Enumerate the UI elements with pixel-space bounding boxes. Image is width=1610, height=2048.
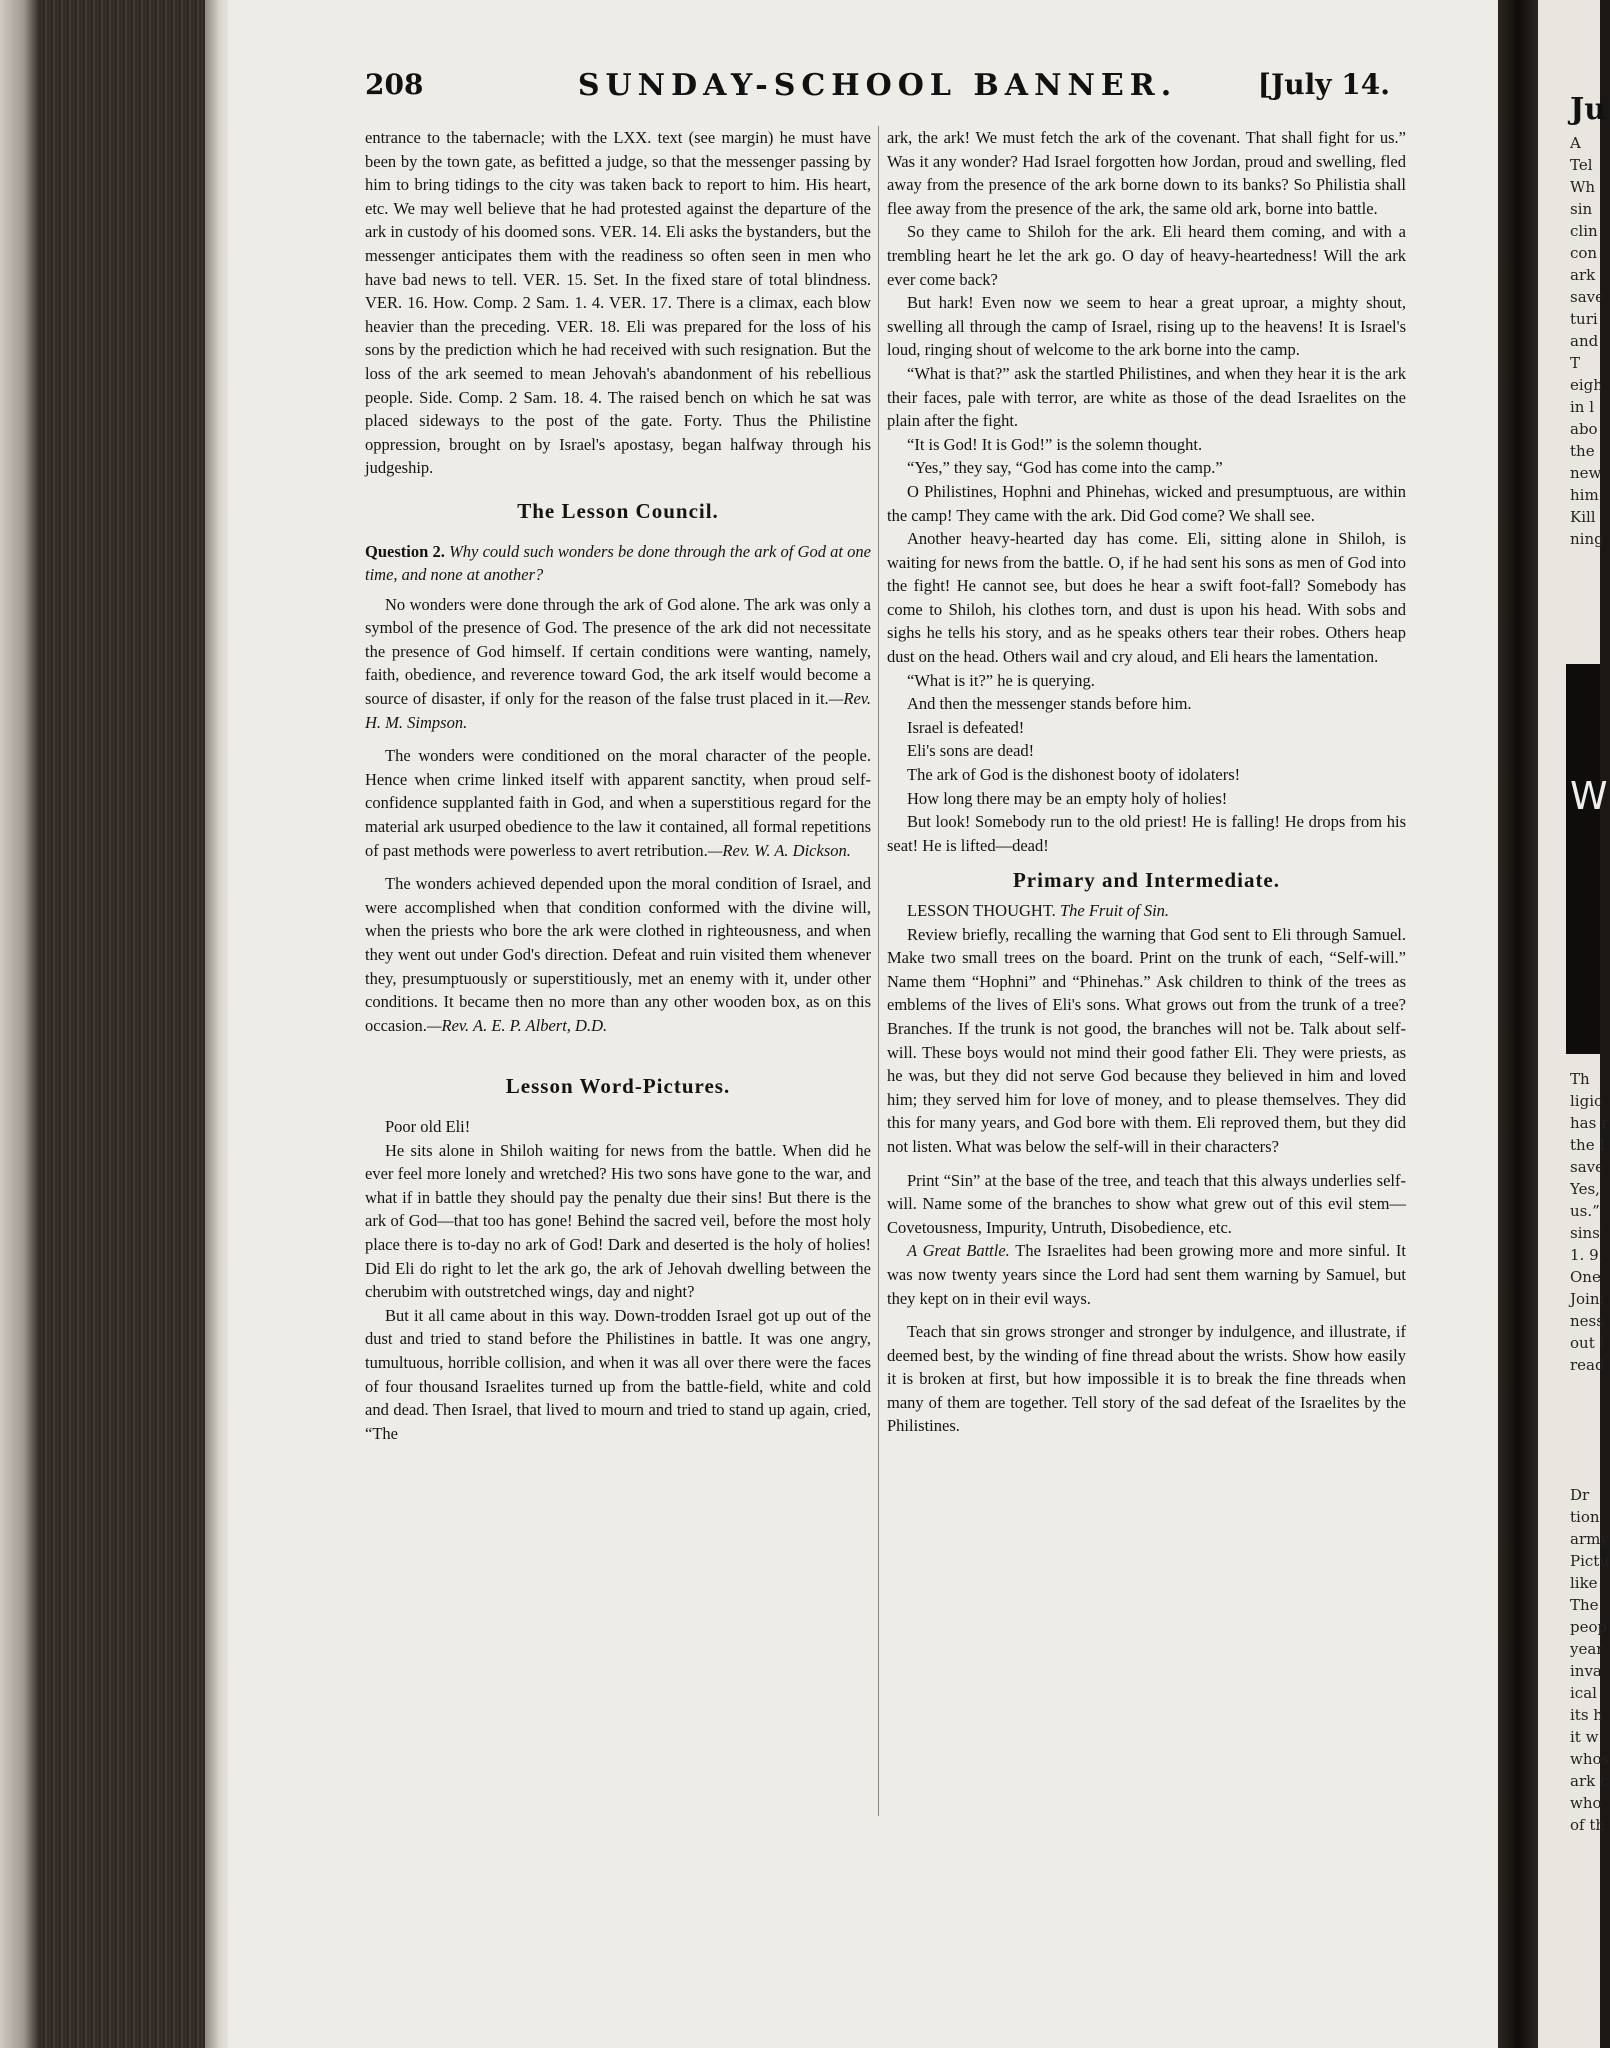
answer-signature: —Rev. A. E. P. Albert, D.D. [426,1015,608,1035]
left-column [365,126,871,1445]
answer-paragraph [365,872,871,1037]
facing-page-header: Ju [1570,92,1607,127]
facing-page-line: sin [1570,200,1593,218]
facing-page-line: ness [1570,1312,1604,1330]
facing-page-line: Tel [1570,156,1593,174]
lesson-thought-text: The Fruit of Sin. [1059,901,1170,920]
periodical-title: SUNDAY-SCHOOL BANNER. [577,68,1178,103]
facing-page-line: of th [1570,1816,1606,1834]
body-paragraph: But hark! Even now we seem to hear a great uproar, a mighty shout, swelling all through the camp of Israel, rising up to the heavens! It is Israel's loud, ringing shout of welcome to the ark borne into the camp. [887,293,1406,360]
body-paragraph: O Philistines, Hophni and Phinehas, wicked and presumptuous, are within the camp! They came with the ark. Did God come? We shall see. [887,481,1406,525]
facing-page-line: ical [1570,1684,1597,1702]
facing-page-line: One [1570,1268,1601,1286]
facing-page-line: con [1570,244,1598,262]
answer-signature: —Rev. W. A. Dickson. [707,840,851,860]
body-paragraph: But it all came about in this way. Down-trodden Israel got up out of the dust and tried to stand before the Philistines in battle. It was one angry, tumultuous, horrible collision, and when it was all over there were the faces of four thousand Israelites turned up from the battle-field, white and cold and dead. Then Israel, that lived to mourn and tried to stand up again, cried, “The [365,1305,871,1443]
facing-page-line: abo [1570,420,1598,438]
book-cover-edge [0,0,40,2048]
facing-page-line: the [1570,442,1595,460]
answer-signature: —Rev. H. M. Simpson. [365,689,871,732]
facing-page-line: who [1570,1794,1602,1812]
facing-page-line: him [1570,486,1599,504]
question-text: Why could such wonders be done through the ark of God at one time, and none at another? [365,541,872,585]
lesson-council-title: The Lesson Council. [517,498,719,523]
facing-page-text-bottom [1570,1484,1610,1836]
body-paragraph: How long there may be an empty holy of holies! [907,788,1228,808]
notes-paragraph: entrance to the tabernacle; with the LXX. text (see margin) he must have been by the town gate, as befitted a judge, so that the messenger passing by him to bring tidings to the city was taken back to report to him. His heart, etc. We may well believe that he had protested against the departure of the ark in custody of his doomed sons. VER. 14. Eli asks the bystanders, but the messenger anticipates them with the readiness so often seen in men who have bad news to tell. VER. 15. Set. In the fixed stare of total blindness. VER. 16. How. Comp. 2 Sam. 1. 4. VER. 17. There is a climax, each blow heavier than the preceding. VER. 18. Eli was prepared for the loss of his sons by the prediction which he had received with such resignation. But the loss of the ark seemed to mean Jehovah's abandonment of his rebellious people. Side. Comp. 2 Sam. 18. 4. The raised bench on which he sat was placed sideways to the post of the gate. Forty. Thus the Philistine oppression, brought on by Israel's apostasy, began halfway through his judgeship. [365,128,871,478]
lesson-thought [887,899,1406,923]
facing-page-line: peop [1570,1618,1608,1636]
facing-page-line: like [1570,1574,1598,1592]
answer-text: No wonders were done through the ark of God alone. The ark was only a symbol of the presence of God. The presence of the ark did not necessitate the presence of God himself. If certain conditions were wanting, namely, faith, obedience, and reverence toward God, the ark itself would become a source of disaster, if only for the reason of the false trust placed in it. [365,594,871,709]
facing-page-line: whos [1570,1750,1610,1768]
facing-page-fragment [1538,0,1610,2048]
body-paragraph: “Yes,” they say, “God has come into the camp.” [907,458,1223,478]
facing-page-line: A [1570,134,1581,152]
facing-page-line: Joini [1570,1290,1605,1308]
facing-page-text-mid [1570,1068,1610,1376]
facing-page-line: Wh [1570,178,1596,196]
facing-page-line: it w [1570,1728,1599,1746]
banner-letter: W [1570,774,1608,818]
facing-page-line: Dr [1570,1486,1590,1504]
facing-page-line: new [1570,464,1602,482]
facing-page-line: sins' [1570,1224,1604,1242]
lesson-thought-label: LESSON THOUGHT. [907,901,1056,920]
word-pictures-title: Lesson Word-Pictures. [505,1074,731,1099]
facing-page-line: save [1570,288,1604,306]
facing-page-line: Yes, [1570,1180,1600,1198]
gutter-shadow [1498,0,1538,2048]
body-paragraph: So they came to Shiloh for the ark. Eli heard them coming, and with a trembling heart he let the ark go. O day of heavy-heartedness! Will the ark ever come back? [887,222,1406,289]
body-paragraph [887,1239,1406,1310]
body-paragraph: The ark of God is the dishonest booty of idolaters! [907,765,1241,785]
facing-page-line: Th [1570,1070,1590,1088]
page-number: 208 [365,68,424,101]
facing-page-line: Kill [1570,508,1596,526]
facing-page-line: Pictu [1570,1552,1609,1570]
facing-page-line: its h [1570,1706,1603,1724]
question [365,540,871,587]
facing-page-text-top [1570,132,1610,550]
facing-page-line: turi [1570,310,1598,328]
answer-text: The wonders were conditioned on the moral character of the people. Hence when crime linked itself with apparent sanctity, when proud self-confidence supplanted faith in God, and when a superstitious regard for the material ark usurped obedience to the law it contained, all formal repetitions of past methods were powerless to avert retribution. [365,746,871,860]
right-column [887,126,1406,1438]
body-paragraph: Poor old Eli! [385,1116,471,1136]
facing-page-line: save [1570,1158,1604,1176]
body-paragraph: ark, the ark! We must fetch the ark of the covenant. That shall fight for us.” Was it any wonder? Had Israel forgotten how Jordan, proud and swelling, fled away from the presence of the ark borne down to its banks? So Philistia shall flee away from the presence of the ark, the same old ark, borne into battle. [887,128,1406,218]
column-divider [878,126,879,1816]
great-battle-text: The Israelites had been growing more and more sinful. It was now twenty years since the Lord had sent them warning by Samuel, but they kept on in their evil ways. [887,1241,1406,1308]
body-paragraph: But look! Somebody run to the old priest! He is falling! He drops from his seat! He is lifted—dead! [887,812,1406,855]
body-paragraph: Print “Sin” at the base of the tree, and teach that this always underlies self-will. Name some of the branches to show what grew out of this evil stem—Covetousness, Impurity, Untruth, Disobedience, etc. [887,1170,1406,1237]
answer-paragraph [365,744,871,862]
facing-page-line: tion [1570,1508,1600,1526]
facing-page-line: The [1570,1596,1599,1614]
body-paragraph: “It is God! It is God!” is the solemn thought. [907,434,1203,454]
answer-text: The wonders achieved depended upon the moral condition of Israel, and were accomplished when that condition conformed with the divine will, when the priests who bore the ark were clothed in righteousness, and when they went out under God's direction. Defeat and ruin visited them whenever they, presumptuously or superstitiously, met an enemy with it, under other conditions. It became then no more than any other wooden box, as on this occasion. [365,874,871,1035]
page-edges [205,0,230,2048]
facing-page-line: inva [1570,1662,1602,1680]
facing-page-line: us.” [1570,1202,1600,1220]
body-paragraph: Israel is defeated! [907,717,1025,737]
body-paragraph: Teach that sin grows stronger and stronger by indulgence, and illustrate, if deemed best, by the winding of fine thread about the wrists. Show how easily it is broken at first, but how impossible it is to break the fine threads when many of them are together. Tell story of the sad defeat of the Israelites by the Philistines. [887,1322,1406,1436]
facing-page-line: has r [1570,1114,1609,1132]
primary-intermediate-title: Primary and Intermediate. [1012,868,1281,893]
facing-page-line: army [1570,1530,1609,1548]
facing-page-line: in l [1570,398,1595,416]
body-paragraph: Another heavy-hearted day has come. Eli, sitting alone in Shiloh, is waiting for news from the battle. O, if he had sent his sons as men of God into the fight! He cannot see, but does he hear a swift foot-fall? Somebody has come to Shiloh, his clothes torn, and dust is upon his head. With sobs and sighs he tells his story, and as he speaks others tear their robes. Others heap dust on the head. Others wail and cry aloud, and Eli hears the lamentation. [887,529,1406,667]
body-paragraph: He sits alone in Shiloh waiting for news from the battle. When did he ever feel more lonely and wretched? His two sons have gone to the war, and what if in battle they should pay the penalty due their sins! But there is the ark of God—that too has gone! Behind the sacred veil, before the most holy place there is to-day no ark of God! Dark and deserted is the holy of holies! Did Eli do right to let the ark go, the ark of Jehovah dwelling between the cherubim with outstretched wings, day and night? [365,1140,871,1302]
facing-page-line: T [1570,354,1581,372]
facing-page-line: year [1570,1640,1604,1658]
facing-page-line: ark [1570,266,1596,284]
facing-page-line: and [1570,332,1599,350]
facing-page-line: ligio [1570,1092,1604,1110]
facing-page-line: 1. 9. [1570,1246,1604,1264]
question-label: Question 2. [365,541,445,561]
facing-page-line: out l [1570,1334,1605,1352]
facing-page-black-banner [1566,664,1608,1054]
facing-page-line: ark c [1570,1772,1609,1790]
facing-page-line: read [1570,1356,1605,1374]
great-battle-label: A Great Battle. [907,1241,1010,1261]
answer-paragraph [365,593,871,735]
issue-date: [July 14. [1257,68,1390,101]
facing-page-line: ning [1570,530,1604,548]
body-paragraph: “What is that?” ask the startled Philistines, and when they hear it is the ark their faces, pale with terror, are white as those of the dead Israelites on the plain after the fight. [887,363,1406,431]
page-header [365,68,1390,110]
facing-page-line: eigh [1570,376,1603,394]
facing-page-line: the I [1570,1136,1606,1154]
body-paragraph: “What is it?” he is querying. [907,670,1095,690]
body-paragraph: Review briefly, recalling the warning that God sent to Eli through Samuel. Make two small trees on the board. Print on the trunk of each, “Self-will.” Name them “Hophni” and “Phinehas.” Ask children to think of the trees as emblems of the lives of Eli's sons. What grows out from the trunk of a tree? Branches. If the trunk is not good, the branches will not be. Talk about self-will. These boys would not mind their good father Eli. They were priests, as he was, but they did not serve God because they believed in him and loved him; they served him for love of money, and to please themselves. They did this for many years, and God bore with them. Eli reproved them, but they did not listen. What was below the self-will in their characters? [887,924,1406,1156]
body-paragraph: And then the messenger stands before him. [907,694,1192,714]
body-paragraph: Eli's sons are dead! [907,741,1035,761]
facing-page-line: clin [1570,222,1598,240]
